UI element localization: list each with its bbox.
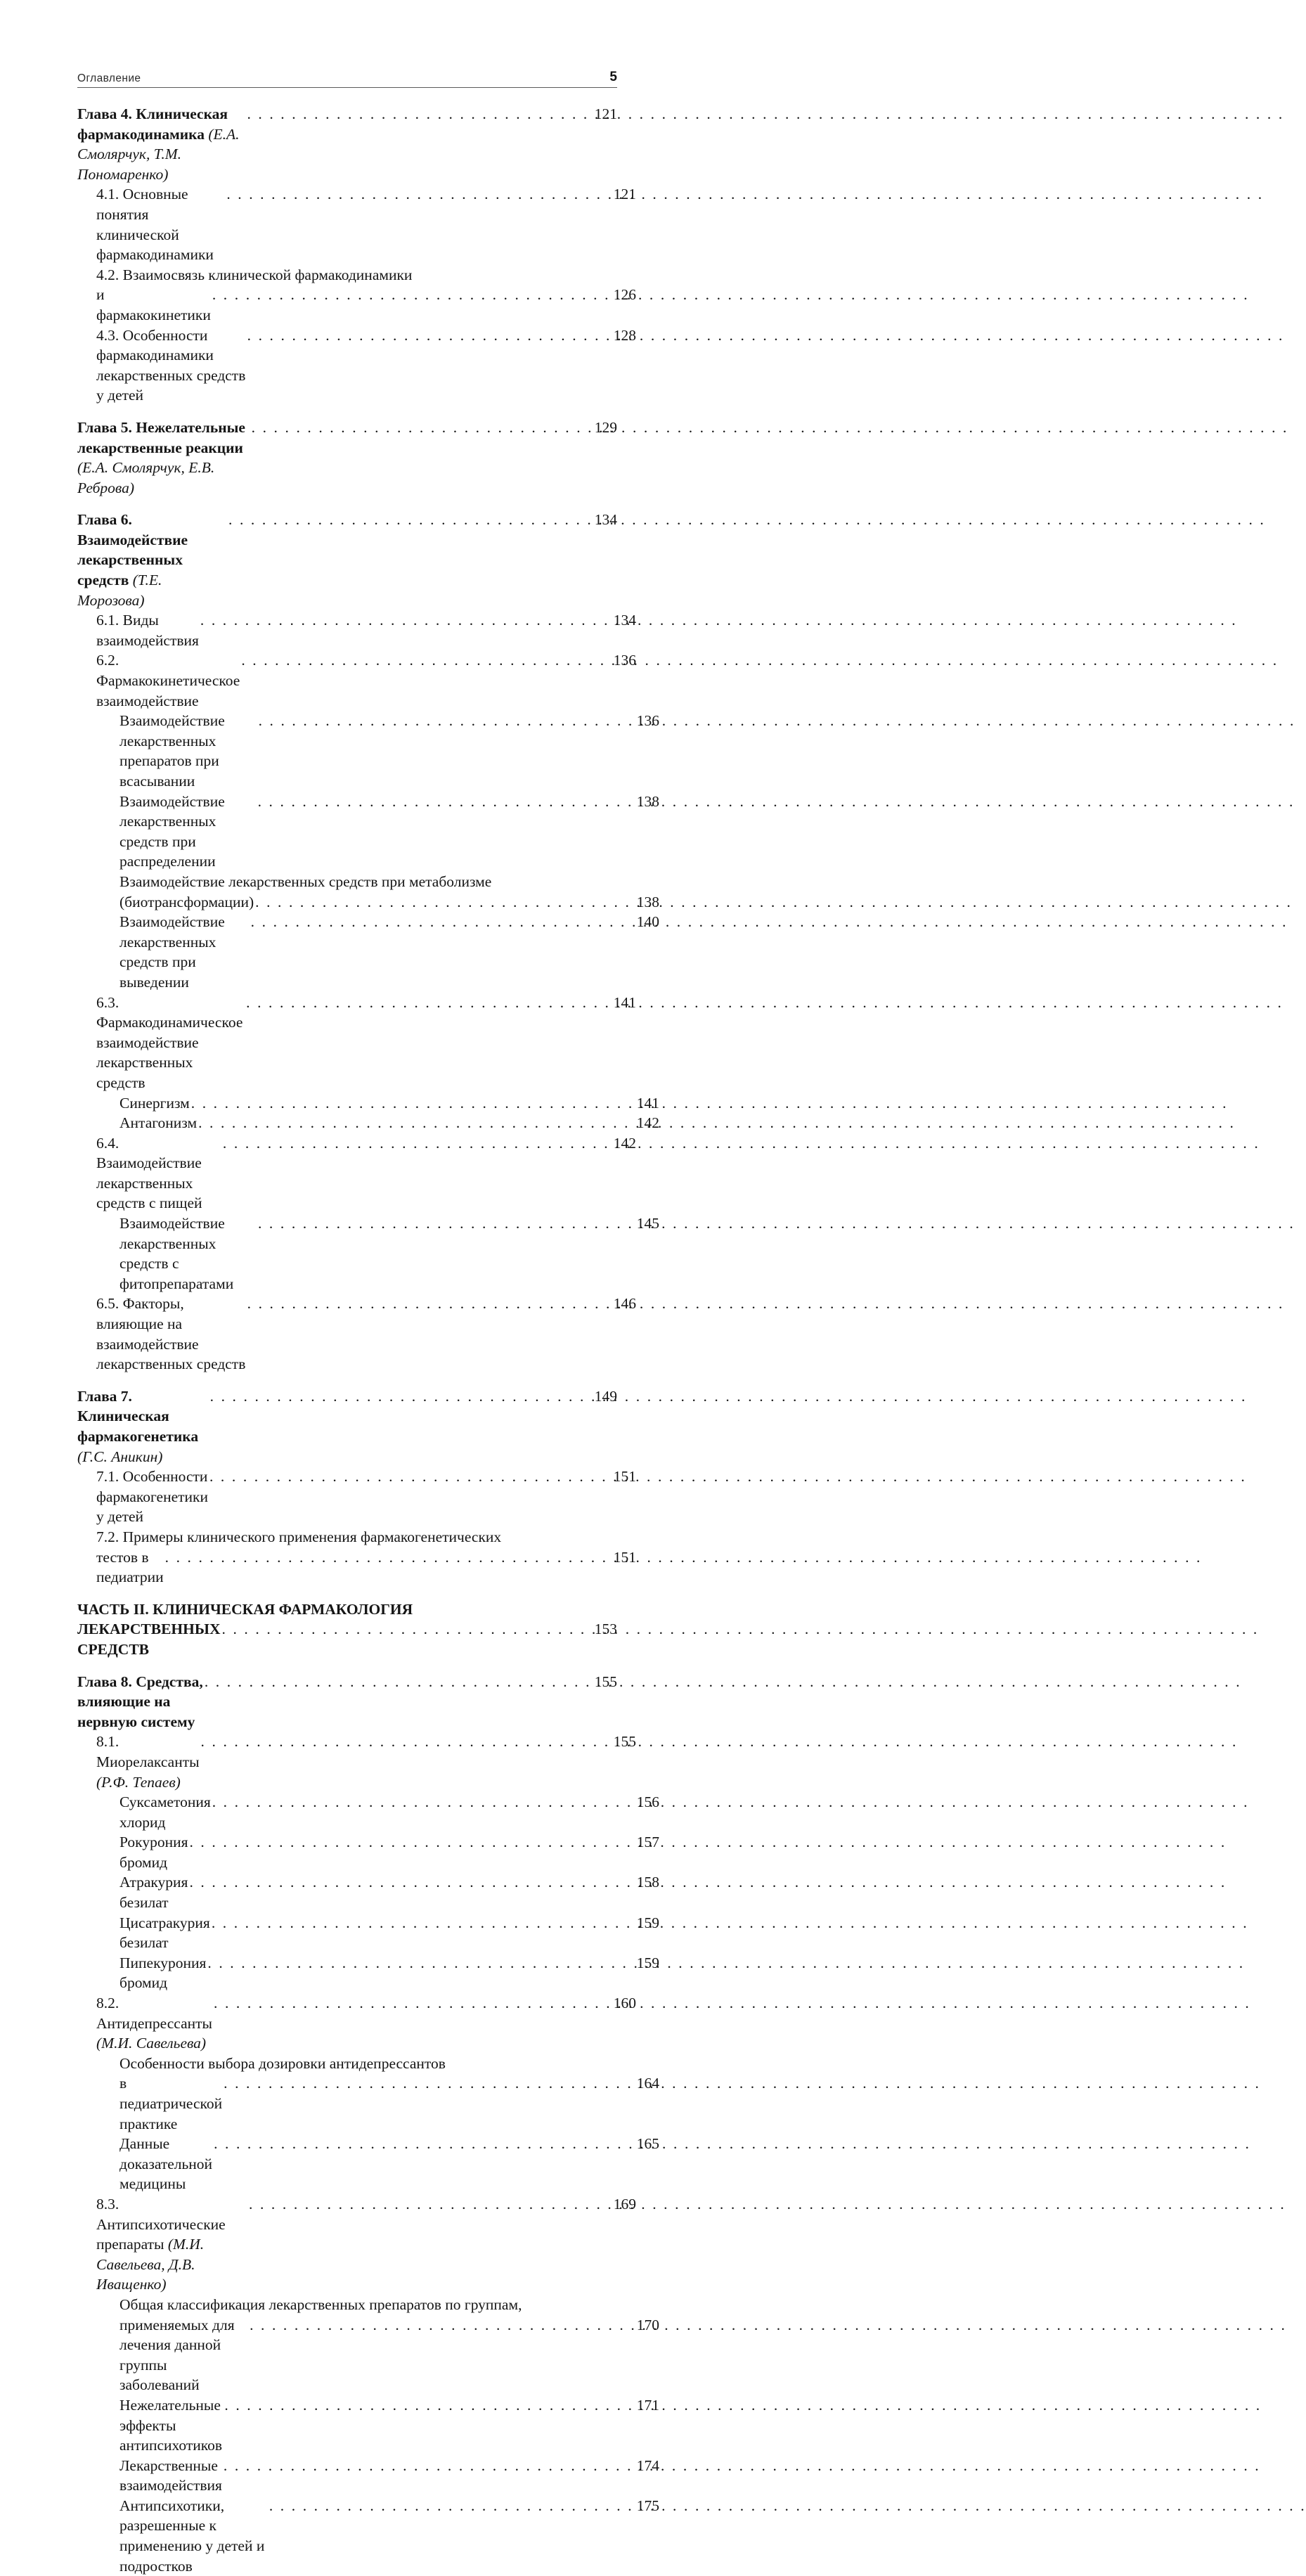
toc-entry-label: [96, 1133, 221, 1213]
toc-entry-title: Антипсихотики, разрешенные к применению у детей и подростков: [119, 2497, 269, 2575]
toc-entry-page-number: 149: [594, 1387, 617, 1405]
toc-entry[interactable]: [77, 2073, 659, 2134]
toc-entry-page-number: 134: [594, 511, 617, 529]
running-head-page-number: 5: [609, 70, 617, 84]
toc-entry-title: 6.5. Факторы, влияющие на взаимодействие лекарственных средств: [96, 1295, 246, 1373]
toc-entry-label: [96, 184, 225, 264]
toc-entry[interactable]: [77, 1993, 636, 2054]
toc-entry-label: [119, 1213, 257, 1294]
toc-entry[interactable]: [77, 1792, 659, 1832]
toc-entry-title: Взаимодействие лекарственных средств при метаболизме: [119, 872, 492, 890]
toc-entry-title: Взаимодействие лекарственных препаратов при всасывании: [119, 712, 229, 790]
toc-entry-page-number: 126: [613, 286, 636, 304]
toc-entry-label: [119, 1913, 214, 1953]
table-of-contents: [77, 104, 659, 2576]
toc-entry[interactable]: [77, 2194, 636, 2295]
toc-entry[interactable]: [77, 650, 636, 711]
toc-entry[interactable]: [77, 2395, 659, 2456]
dot-leader: [258, 1213, 626, 1234]
toc-entry[interactable]: [77, 993, 636, 1093]
dot-leader: [198, 1113, 626, 1133]
toc-entry-label: [119, 2496, 268, 2576]
toc-entry[interactable]: [77, 892, 659, 913]
dot-leader: [189, 1832, 626, 1853]
toc-entry-title: тестов в педиатрии: [96, 1548, 164, 1586]
toc-entry-title: Взаимодействие лекарственных средств с фитопрепаратами: [119, 1215, 234, 1292]
toc-entry-page-number: 145: [636, 1215, 659, 1232]
toc-entry-title: Взаимодействие лекарственных средств при распределении: [119, 792, 229, 870]
dot-leader: [210, 1386, 583, 1407]
dot-leader: [165, 1547, 602, 1568]
toc-entry-label: [119, 2295, 522, 2315]
dot-leader: [212, 285, 602, 305]
toc-entry-title: Рокурония бромид: [119, 1834, 192, 1871]
toc-entry-title: Атракурия безилат: [119, 1874, 192, 1912]
toc-entry-label: [96, 2194, 247, 2295]
toc-entry-page-number: 121: [594, 105, 617, 122]
toc-entry-label: [77, 1599, 413, 1620]
toc-entry-title: 6.1. Виды взаимодействия: [96, 612, 199, 649]
toc-entry[interactable]: [77, 184, 636, 264]
dot-leader: [214, 1993, 602, 2014]
toc-entry-page-number: 138: [636, 893, 659, 910]
toc-entry-authors: (Т.Е. Морозова): [77, 572, 166, 609]
dot-leader: [209, 1467, 602, 1487]
toc-entry-label: [77, 418, 250, 498]
toc-entry-page-number: 175: [636, 2497, 659, 2514]
toc-entry[interactable]: [77, 872, 659, 892]
toc-entry-label: [96, 265, 412, 285]
toc-entry-title: Данные доказательной медицины: [119, 2135, 216, 2193]
toc-entry-page-number: 128: [613, 326, 636, 344]
toc-entry-label: [96, 993, 245, 1093]
toc-entry-title: 7.1. Особенности фармакогенетики у детей: [96, 1468, 212, 1526]
dot-leader: [228, 510, 583, 530]
toc-entry-title: 6.3. Фармакодинамическое взаимодействие лекарственных средств: [96, 993, 247, 1091]
toc-entry-label: [119, 872, 491, 892]
toc-entry[interactable]: [77, 2496, 659, 2576]
toc-entry[interactable]: [77, 1547, 636, 1588]
toc-entry[interactable]: [77, 1913, 659, 1953]
toc-entry-page-number: 151: [613, 1468, 636, 1486]
dot-leader: [189, 1872, 626, 1893]
toc-entry-title: ЧАСТЬ II. КЛИНИЧЕСКАЯ ФАРМАКОЛОГИЯ: [77, 1600, 413, 1618]
toc-entry-page-number: 155: [613, 1733, 636, 1751]
running-head-title: Оглавление: [77, 72, 141, 84]
toc-entry-title: и фармакокинетики: [96, 286, 211, 323]
toc-entry-page-number: 171: [636, 2396, 659, 2414]
toc-entry-label: [119, 2456, 222, 2496]
toc-entry-label: [77, 1619, 224, 1659]
dot-leader: [224, 2456, 626, 2476]
toc-entry-label: [119, 892, 254, 913]
toc-entry-title: 4.2. Взаимосвязь клинической фармакодинамики: [96, 266, 413, 283]
dot-leader: [191, 1093, 626, 1114]
toc-entry[interactable]: [77, 285, 636, 325]
toc-entry-page-number: 142: [636, 1114, 659, 1132]
dot-leader: [249, 2194, 602, 2215]
toc-entry[interactable]: [77, 1467, 636, 1527]
toc-entry-title: 8.1. Миорелаксанты: [96, 1733, 203, 1770]
toc-entry-label: [96, 1294, 246, 1374]
toc-entry-title: Синергизм: [119, 1094, 190, 1112]
toc-entry-page-number: 136: [636, 712, 659, 730]
toc-entry-label: [96, 1527, 501, 1547]
toc-entry-title: (биотрансформации): [119, 893, 254, 910]
dot-leader: [241, 650, 602, 671]
toc-entry[interactable]: [77, 1872, 659, 1912]
toc-entry-label: [119, 1953, 210, 1993]
toc-entry-label: [96, 650, 244, 711]
dot-leader: [269, 2496, 626, 2516]
toc-entry-page-number: 146: [613, 1295, 636, 1313]
dot-leader: [255, 892, 626, 913]
toc-entry-page-number: 155: [594, 1673, 617, 1690]
toc-entry-page-number: 174: [636, 2456, 659, 2474]
toc-entry[interactable]: [77, 1133, 636, 1213]
toc-entry-title: Суксаметония хлорид: [119, 1793, 215, 1831]
dot-leader: [200, 610, 602, 631]
toc-entry-label: [119, 1113, 197, 1133]
toc-entry-page-number: 157: [636, 1834, 659, 1851]
toc-entry-title: Глава 4. Клиническая фармакодинамика: [77, 105, 232, 143]
toc-entry-label: [119, 912, 250, 992]
dot-leader: [224, 2073, 626, 2094]
toc-entry-page-number: 158: [636, 1874, 659, 1891]
toc-entry-title: Глава 5. Нежелательные лекарственные реакции: [77, 418, 250, 456]
toc-entry-page-number: 129: [594, 418, 617, 436]
toc-entry[interactable]: [77, 1294, 636, 1374]
toc-entry-label: [119, 2134, 216, 2194]
dot-leader: [214, 2134, 626, 2154]
toc-entry[interactable]: [77, 1093, 659, 1114]
toc-entry-page-number: 170: [636, 2316, 659, 2333]
toc-entry-page-number: 142: [613, 1134, 636, 1152]
toc-entry[interactable]: [77, 1672, 617, 1732]
toc-entry-title: Цисатракурия безилат: [119, 1914, 214, 1952]
toc-entry-label: [77, 1672, 207, 1732]
toc-entry-authors: (Г.С. Аникин): [77, 1448, 163, 1465]
toc-entry[interactable]: [77, 610, 636, 650]
toc-entry-label: [119, 711, 257, 791]
toc-entry[interactable]: [77, 711, 659, 791]
toc-entry-label: [96, 326, 250, 406]
toc-entry-label: [119, 2315, 248, 2395]
toc-entry-label: [119, 2054, 446, 2074]
dot-leader: [259, 711, 626, 731]
toc-entry-page-number: 169: [613, 2195, 636, 2213]
toc-entry-page-number: 160: [613, 1995, 636, 2012]
toc-entry-title: Лекарственные взаимодействия: [119, 2456, 222, 2494]
toc-entry[interactable]: [77, 1527, 636, 1547]
toc-entry[interactable]: [77, 1386, 617, 1467]
toc-entry-label: [119, 1093, 190, 1114]
dot-leader: [207, 1953, 626, 1973]
toc-entry-page-number: 159: [636, 1914, 659, 1931]
toc-entry-page-number: 165: [636, 2135, 659, 2153]
toc-entry-page-number: 140: [636, 913, 659, 931]
toc-entry[interactable]: [77, 510, 617, 610]
toc-entry-title: Нежелательные эффекты антипсихотиков: [119, 2396, 225, 2454]
toc-entry[interactable]: [77, 265, 636, 285]
toc-entry-title: 7.2. Примеры клинического применения фармакогенетических: [96, 1528, 502, 1545]
toc-entry-page-number: 141: [613, 993, 636, 1011]
toc-entry-page-number: 121: [613, 186, 636, 203]
toc-entry[interactable]: [77, 792, 659, 872]
toc-entry-title: 6.2. Фармакокинетическое взаимодействие: [96, 652, 244, 709]
dot-leader: [258, 792, 626, 812]
toc-entry-label: [119, 1832, 192, 1872]
toc-entry-title: 8.2. Антидепрессанты: [96, 1995, 216, 2032]
toc-entry[interactable]: [77, 1732, 636, 1792]
toc-entry-label: [119, 2073, 226, 2134]
toc-entry-authors: (Е.А. Смолярчук, Е.В. Реброва): [77, 459, 219, 496]
toc-entry-label: [77, 510, 227, 610]
toc-entry-authors: (М.И. Савельева): [96, 2035, 207, 2052]
toc-entry-label: [119, 1792, 215, 1832]
toc-entry[interactable]: [77, 2456, 659, 2496]
toc-entry[interactable]: [77, 326, 636, 406]
toc-entry[interactable]: [77, 1113, 659, 1133]
toc-entry[interactable]: [77, 1599, 617, 1620]
toc-entry-title: Общая классификация лекарственных препаратов по группам,: [119, 2295, 522, 2313]
toc-entry-title: Взаимодействие лекарственных средств при выведении: [119, 913, 229, 991]
toc-entry[interactable]: [77, 418, 617, 498]
toc-entry-page-number: 159: [636, 1954, 659, 1971]
toc-entry-label: [77, 104, 245, 184]
toc-entry-authors: (М.И. Савельева, Д.В. Иващенко): [96, 2236, 208, 2293]
toc-entry-title: 6.4. Взаимодействие лекарственных средств с пищей: [96, 1134, 206, 1212]
dot-leader: [205, 1672, 583, 1692]
toc-entry[interactable]: [77, 2295, 659, 2315]
dot-leader: [226, 184, 602, 205]
toc-entry-label: [77, 1386, 209, 1467]
toc-entry-authors: (Е.А. Смолярчук, Т.М. Пономаренко): [77, 125, 243, 183]
toc-entry[interactable]: [77, 1953, 659, 1993]
toc-entry[interactable]: [77, 912, 659, 992]
toc-entry-title: ЛЕКАРСТВЕННЫХ СРЕДСТВ: [77, 1621, 224, 1658]
toc-entry-page-number: 136: [613, 652, 636, 669]
toc-entry-title: 8.3. Антипсихотические препараты: [96, 2195, 230, 2253]
toc-entry[interactable]: [77, 2315, 659, 2395]
toc-entry-label: [96, 1547, 164, 1588]
dot-leader: [247, 104, 583, 124]
toc-entry-label: [96, 1467, 212, 1527]
dot-leader: [252, 418, 583, 438]
toc-entry-title: Глава 7. Клиническая фармакогенетика: [77, 1387, 202, 1445]
toc-entry-label: [119, 1872, 192, 1912]
dot-leader: [223, 1133, 602, 1154]
toc-entry-title: применяемых для лечения данной группы заболеваний: [119, 2316, 238, 2394]
toc-entry[interactable]: [77, 1619, 617, 1659]
toc-entry-page-number: 156: [636, 1793, 659, 1811]
toc-entry-authors: (Р.Ф. Тепаев): [96, 1773, 181, 1791]
toc-entry-label: [96, 1732, 203, 1792]
dot-leader: [224, 2395, 626, 2416]
toc-entry[interactable]: [77, 104, 617, 184]
toc-entry-title: Особенности выбора дозировки антидепрессантов: [119, 2054, 446, 2072]
toc-entry-title: 4.1. Основные понятия клинической фармакодинамики: [96, 186, 214, 264]
dot-leader: [250, 2315, 626, 2336]
toc-entry[interactable]: [77, 2054, 659, 2074]
toc-entry[interactable]: [77, 1213, 659, 1294]
toc-entry-title: в педиатрической практике: [119, 2075, 226, 2132]
running-head: [77, 70, 617, 88]
toc-entry-title: Пипекурония бромид: [119, 1954, 210, 1992]
toc-entry-label: [96, 610, 199, 650]
toc-entry-page-number: 153: [594, 1621, 617, 1638]
toc-entry-label: [96, 285, 211, 325]
toc-entry-title: Глава 8. Средства, влияющие на нервную систему: [77, 1673, 207, 1730]
dot-leader: [247, 1294, 602, 1314]
toc-entry-title: 4.3. Особенности фармакодинамики лекарственных средств у детей: [96, 326, 250, 404]
toc-entry-page-number: 151: [613, 1548, 636, 1566]
toc-entry-page-number: 164: [636, 2075, 659, 2092]
toc-entry-label: [119, 792, 257, 872]
toc-entry-page-number: 134: [613, 612, 636, 629]
toc-entry[interactable]: [77, 2134, 659, 2194]
dot-leader: [212, 1792, 626, 1812]
toc-entry-label: [119, 2395, 223, 2456]
toc-entry-label: [96, 1993, 216, 2054]
dot-leader: [222, 1619, 583, 1640]
toc-entry-page-number: 141: [636, 1094, 659, 1112]
toc-entry-title: Антагонизм: [119, 1114, 198, 1132]
dot-leader: [201, 1732, 602, 1752]
dot-leader: [247, 326, 602, 346]
dot-leader: [212, 1913, 626, 1933]
dot-leader: [251, 912, 626, 932]
dot-leader: [246, 993, 602, 1013]
toc-entry-page-number: 138: [636, 792, 659, 810]
toc-entry[interactable]: [77, 1832, 659, 1872]
toc-entry-title: Глава 6. Взаимодействие лекарственных средств: [77, 511, 192, 589]
